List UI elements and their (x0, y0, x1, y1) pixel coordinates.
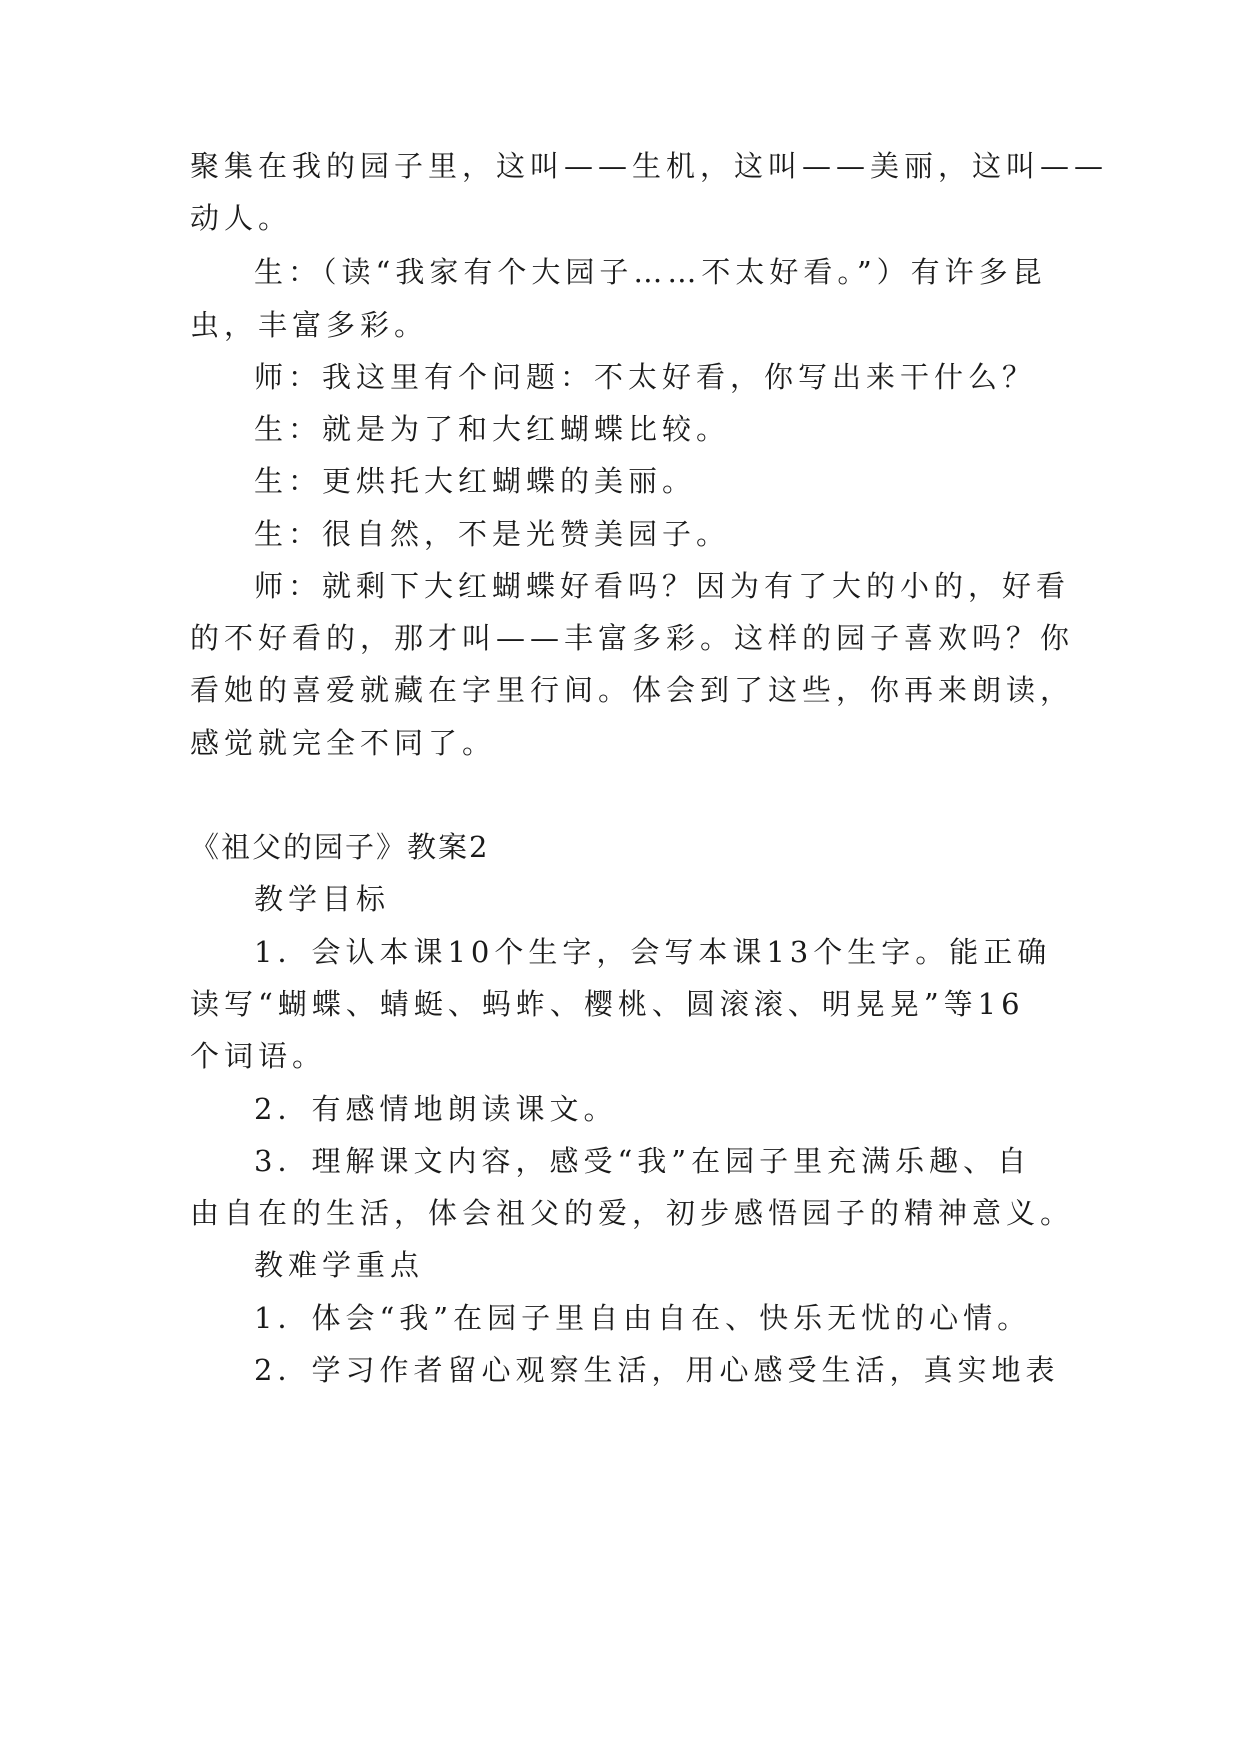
lesson-plan-title: 《祖父的园子》教案2 (190, 830, 490, 864)
goal-line: 个词语。 (190, 1039, 327, 1073)
goals-heading: 教学目标 (254, 882, 391, 916)
dialogue-line: 生：就是为了和大红蝴蝶比较。 (254, 412, 731, 446)
goal-line: 由自在的生活，体会祖父的爱，初步感悟园子的精神意义。 (190, 1196, 1075, 1230)
dialogue-line: 师：就剩下大红蝴蝶好看吗？因为有了大的小的，好看 (254, 569, 1071, 603)
dialogue-line: 生：很自然，不是光赞美园子。 (254, 517, 731, 551)
goal-line: 3．理解课文内容，感受“我”在园子里充满乐趣、自 (254, 1144, 1032, 1178)
paragraph-line: 的不好看的，那才叫——丰富多彩。这样的园子喜欢吗？你 (190, 621, 1075, 655)
paragraph-line: 动人。 (190, 201, 293, 235)
goal-line: 2．有感情地朗读课文。 (254, 1092, 618, 1126)
dialogue-line: 生：更烘托大红蝴蝶的美丽。 (254, 464, 697, 498)
key-point-line: 1．体会“我”在园子里自由自在、快乐无忧的心情。 (254, 1301, 1032, 1335)
key-points-heading: 教难学重点 (254, 1248, 425, 1282)
goal-line: 读写“蝴蝶、蜻蜓、蚂蚱、樱桃、圆滚滚、明晃晃”等16 (190, 987, 1025, 1021)
goal-line: 1．会认本课10个生字，会写本课13个生字。能正确 (254, 935, 1052, 969)
paragraph-line: 感觉就完全不同了。 (190, 726, 497, 760)
paragraph-line: 看她的喜爱就藏在字里行间。体会到了这些，你再来朗读， (190, 673, 1075, 707)
dialogue-line: 生：（读“我家有个大园子……不太好看。”）有许多昆 (254, 255, 1047, 289)
dialogue-line: 师：我这里有个问题：不太好看，你写出来干什么？ (254, 360, 1037, 394)
paragraph-line: 聚集在我的园子里，这叫——生机，这叫——美丽，这叫—— (190, 149, 1109, 183)
paragraph-line: 虫，丰富多彩。 (190, 308, 429, 342)
key-point-line: 2．学习作者留心观察生活，用心感受生活，真实地表 (254, 1353, 1060, 1387)
